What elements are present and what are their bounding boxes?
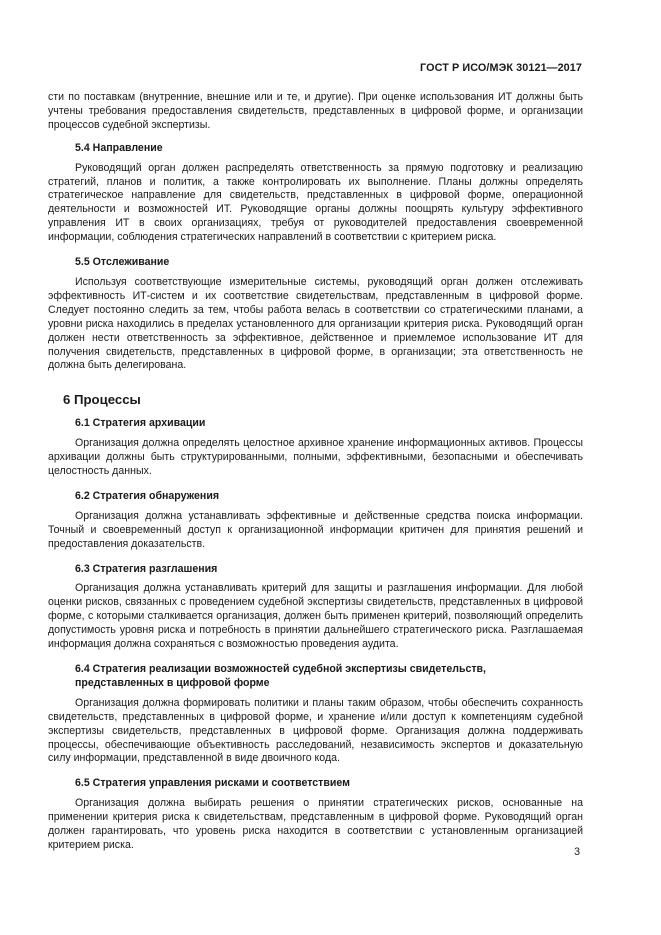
section-6-2-paragraph: Организация должна устанавливать эффективные и действенные средства поиска информации. Точный и своевременный доступ к организационной информации критичен для принятия решений и предоставления доказательств. [48,509,583,550]
section-6-3-heading: 6.3 Стратегия разглашения [75,562,218,575]
intro-paragraph: сти по поставкам (внутренние, внешние или и те, и другие). При оценке использования ИТ должны быть учтены требования предоставления свидетельств, представленных в цифровой форме, и организации процессов судебной экспертизы. [48,91,583,131]
section-6-4-paragraph: Организация должна формировать политики и планы таким образом, чтобы обеспечить сохранность свидетельств, представленных в цифровой форме, и хранение и/или доступ к компетенциям судебной экспертизы свидетельств, представленных в цифровой форме. Организация должна поддерживать процессы, обеспечивающие объективность расследований, независимость экспертов и доказательную силу информации, представленной в виде двоичного кода. [48,696,583,765]
section-5-4-paragraph: Руководящий орган должен распределять ответственность за прямую подготовку и реализацию стратегий, планов и политик, а также контролировать их выполнение. Планы должны определять стратегическое направление для свидетельств, представленных в цифровой форме, операционной деятельности и возможностей ИТ. Руководящие органы должны поощрять культуру эффективного управления ИТ в своих организациях, требуя от руководителей предоставления своевременной информации, соблюдения стратегических направлений в соответствии с критерием риска. [48,161,583,244]
section-6-4-heading-line1: 6.4 Стратегия реализации возможностей судебной экспертизы свидетельств, [75,663,486,675]
page-number: 3 [574,846,580,858]
section-6-4-heading-line2: представленных в цифровой форме [75,676,270,689]
section-6-3-paragraph: Организация должна устанавливать критерий для защиты и разглашения информации. Для любой оценки рисков, связанных с проведением судебной экспертизы свидетельств, представленных в цифровой форме, с которыми сталкивается организация, должен быть применен критерий, позволяющий определить допустимость уровня риска и потребность в принятии дальнейшего стратегического риска. Разглашаемая информация должна сохраняться с возможностью проведения аудита. [48,582,583,651]
section-5-5-paragraph: Используя соответствующие измерительные системы, руководящий орган должен отслеживать эффективность ИТ-систем и их соответствие свидетельствам, представленным в цифровой форме. Следует постоянно следить за тем, чтобы работа велась в соответствии со стратегическими планами, а уровни риска находились в пределах установленного для организации критерия риска. Руководящий орган должен нести ответственность за эффективное, действенное и приемлемое использование ИТ для получения свидетельств, представленных в цифровой форме, в организации; эта ответственность не должна быть делегирована. [48,275,583,372]
section-6-5-heading: 6.5 Стратегия управления рисками и соответствием [75,777,350,790]
section-6-heading: 6 Процессы [63,392,141,408]
page-content [48,91,583,853]
section-6-1-paragraph: Организация должна определять целостное архивное хранение информационных активов. Процессы архивации должны быть структурированными, полными, эффективными, безопасными и обеспечивать целостность данных. [48,437,583,478]
document-header: ГОСТ Р ИСО/МЭК 30121—2017 [420,62,582,74]
section-6-4-heading [75,663,583,691]
section-5-4-heading: 5.4 Направление [75,141,163,154]
section-6-5-paragraph: Организация должна выбирать решения о принятии стратегических рисков, основанные на применении критерия риска к свидетельствам, представленным в цифровой форме. Руководящий орган должен гарантировать, что уровень риска находится в соответствии с установленным организацией критерием риска. [48,797,583,851]
section-5-5-heading: 5.5 Отслеживание [75,256,170,269]
section-6-1-heading: 6.1 Стратегия архивации [75,417,206,430]
section-6-2-heading: 6.2 Стратегия обнаружения [75,489,220,502]
